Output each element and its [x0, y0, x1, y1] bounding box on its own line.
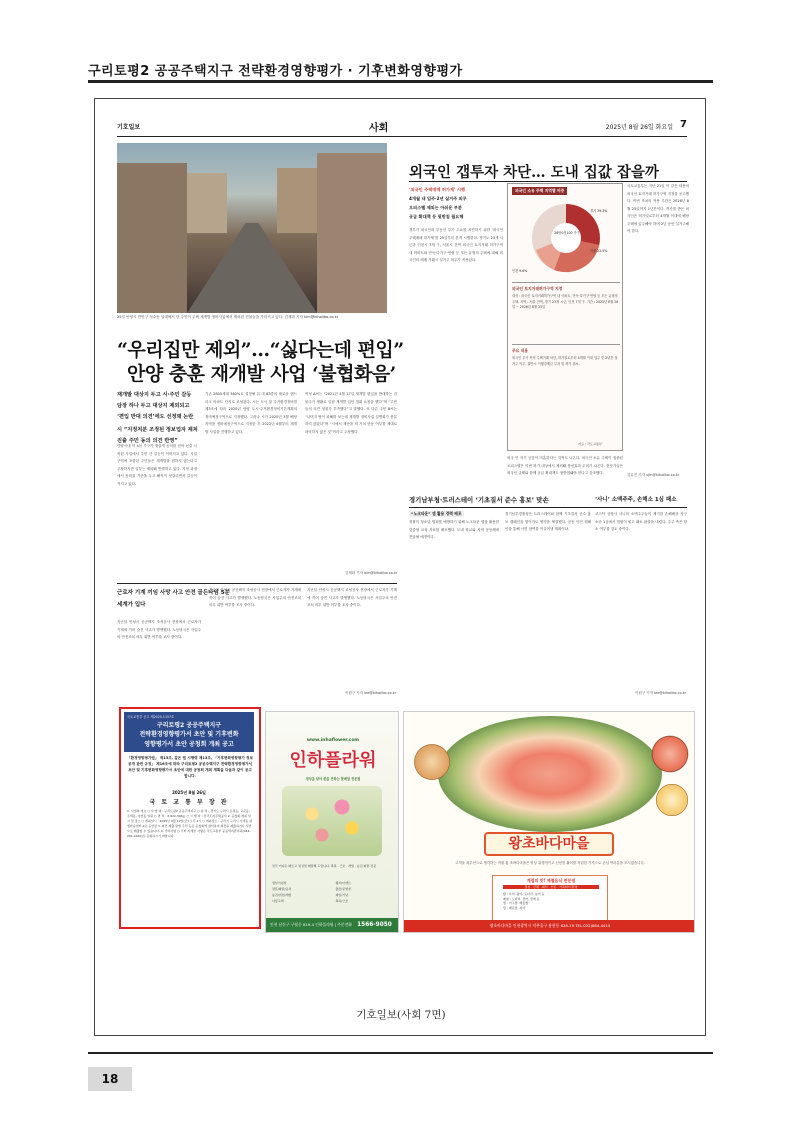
infobox-text-3: 외국인 투기 목적 주택거래 차단, 허가일로부터 4개월 이내 입주 및 2년간 실거주 의무. 위반시 이행강제금 부과 및 허가 취소. [512, 356, 618, 366]
flower-category: 승진/취임/개업 [272, 893, 292, 897]
flower-category: 축하/근조 [335, 899, 349, 903]
story2-subhead-line: 4개월 내 입주·2년 실거주 의무 [409, 196, 467, 201]
sashimi-platter-image [438, 716, 662, 832]
story-a-text-3: 지난달 안성시 공공택지 조성공사 현장에서 근로자가 기계에 끼어 숨진 사고가 발생했다. 노동당국은 사업주의 안전조치 의무 위반 여부를 조사 중이다. [307, 588, 397, 607]
story2-column-1: 경부가 외국인의 부동산 투기 수요를 차단하기 위한 ‘외국인 주택매매 허가제’를 25일부터 본격 시행한다. 경기도 23개 시군과 인천시 7개 구, 서울시 전역 외국인 토지거래 허가구역 내 아파트와 단독·다가구·연립 등 모든 유형의 주택에 대해 외국인의 매매 거래시 실거주 의무가 적용된다. [409, 228, 503, 262]
story2-subhead-line: 오피스텔 제외는 아쉬운 부분 [409, 205, 462, 210]
flower-category: 생일기념일 [272, 881, 287, 885]
story1-subhead-line: ‘편입 반대 의견’에도 선정돼 논란 [117, 414, 194, 420]
notice-header [124, 712, 254, 752]
story2-subhead [409, 185, 505, 221]
report-title-rule [88, 80, 713, 83]
newspaper-name: 기호일보 [117, 124, 141, 131]
story2-column-3: 외국 인 자기 공감이 미흡하다는 지적도 나온다. 외국인 소유 주택이 집중된 오피스텔은 이번 허가 대상에서 제외돼 풍선효과 우려가 나온다. 전문가들은 외국인 규제와 함께 공급 확대책도 뒷받침돼야 한다고 강조했다. [507, 456, 623, 475]
pie-label-seoul: 서울 22.5% [590, 249, 608, 253]
notice-body: 1. 사업의 개요 ○ 사 업 명 : 구리토평2 공공주택지구 ○ 위 치 : 경기도 구리시 토평동, 교문동, 수택동, 아천동 일원 ○ 면 적 : 2,922,394㎡ ○ 시 행 자 : 한국토지주택공사 2. 공청회 개최 일시 및 장소 ○ 개최일시 : 2025년 9월 12일(금) 오후 2시 ○ 개최장소 : 구리시 구리시 수택동 평생학습센터 1층 공연장 3. 의견 제출 방법 주민 등은 공청회에 참석하여 의견을 제출하거나 서면으로 제출할 수 있습니다. 4. 기타사항 ○ 기타 자세한 사항은 국토교통부 공공택지관리과(044-201-4040)로 문의하시기 바랍니다. [127, 809, 253, 838]
story-photo [117, 143, 387, 313]
flower-ad-description: 전국 어디든 빠르고 정성껏 배달해 드립니다. 축하 · 근조 · 개업 · 승진 화환 전문 [272, 864, 377, 868]
story1-column-2: 기존 2805세대 360%로 설정될 뒤 대 63층의 새로운 랜드마크 아파트 단지로 조성된다. 시는 도시 및 주거환경정비법 제3조에 따라 2020년 안양 도시·주거환경정비기본계획의 정비예정구역으로 지정했다. 그러나 시가 2020년 3월 해당 지역을 정비예정구역으로 지정한 후 2022년 6월부터 재개발 사업을 진행하고 있다. [205, 392, 297, 434]
seafood-menu-item: 제철 : 도다리, 전어, 꽃게 등 [503, 896, 540, 901]
story-a-text-2: 지난달 안성시 공공택지 조성공사 현장에서 근로자가 기계에 끼어 숨진 사고가 발생했다. 노동당국은 사업주의 안전조치 의무 위반 여부를 조사 중이다. [209, 588, 301, 607]
story-a-byline: 이원구 기자 lee@kihoilbo.co.kr [345, 691, 397, 695]
infobox-divider [512, 344, 620, 345]
flower-category: 결혼/화환/동서 [272, 887, 292, 891]
photo-caption: 25일 안양시 만안구 석수동 일대에서 한 주민이 주택 재개발 정비사업에서 제외된 건물들을 가리키고 있다. 김재화 기자 kim@kihoilbo.co.kr [117, 315, 339, 319]
story2-subhead-line: 공급 확대책 등 뒷받침 필요해 [409, 214, 464, 219]
seafood-ad-tagline: 고객을 최우선으로 생각하는 직원 횡 조바다마을은 항상 위생적이고 신선한 활어를 저렴한 가격으로 손님 여러분을 모시겠습니다. [455, 861, 645, 865]
notice-date: 2025년 8월 26일 [172, 790, 206, 795]
notice-tag: 국토교통부 공고 제2025-1157호 [127, 715, 175, 719]
flower-ad-slogan: 정성을 담아 꽃을 전하는 꽃배달 전문점 [305, 777, 361, 781]
story2-column-2: 국토교통부는 지난 21일 이 같은 내용의 외국인 토지거래 허가구역 지정을 공고했다. 이번 조치의 적용 기간은 2026년 8월 25일까지 1년간이다. 허가를 받은 외국인은 허가일로부터 4개월 이내에 해당 주택에 입주해야 하며 2년 동안 실거주해야 한다. [627, 184, 689, 233]
report-title: 구리토평2 공공주택지구 전략환경영향평가 · 기후변화영향평가 [88, 64, 463, 79]
notice-title-line1: 구리토평2 공공주택지구 [156, 722, 222, 729]
infobox-source: 자료 : 국토교통부 [578, 442, 602, 446]
side-dish-image [648, 732, 692, 776]
newspaper-page [94, 98, 706, 1036]
story2-byline: 김유진 기자 ujin@kihoilbo.co.kr [627, 473, 680, 477]
flower-ad-phone: 1566-9050 [357, 922, 392, 928]
seafood-menu-item: 찜 : 아구찜, 해물찜 [503, 901, 529, 906]
infobox-divider [512, 282, 620, 283]
story1-column-1: 안양시내 약 4천 가구가 재출개 동의를 얻어 신출 시작된 사업에서 주민 간 갈등이 이어지고 있다. 사업 구역에 포함된 주민들은 재개발을 원하지 않는다고 주장하지만 일부는 제외돼 반발하고 있다. 지정 과정에서 동의율 기준을 두고 해석이 엇갈리면서 갈등이 커지고 있다. [117, 444, 197, 486]
public-notice-box [119, 707, 261, 929]
footer-rule [88, 1052, 713, 1054]
flower-category: 제일/기념 [335, 893, 349, 897]
seafood-menu-item: 탕 : 매운탕, 지리 [503, 905, 526, 910]
story1-subhead [117, 390, 199, 447]
notice-intro: 「환경영향평가법」 제13조, 같은 법 시행령 제13조, 「기후변화영향평가 정보 공개 관련 규정」 제16조에 따라 구리토평2 공공주택지구 전략환경영향평가서 초안 및 기후변화영향평가서 초안에 대한 공청회 개최 계획을 다음과 같이 공고합니다. [127, 756, 254, 778]
pie-hole [551, 223, 581, 253]
infobox-heading-3: 주요 내용 [512, 348, 528, 353]
story-b-text: 경찰이 청소년 범죄를 예방하기 위해 노크타운 앱을 활용한 맞춤형 교육 자료를 배포했다. 도내 학교와 지역 공동체에 전달될 예정이다. [409, 520, 499, 539]
seafood-menu-title: 계절의 맛! 제철음식 전문점 [526, 878, 576, 883]
seafood-ad-logo: 왕초바다마을 [484, 832, 614, 856]
flower-category: 행사/이벤트 [335, 881, 352, 885]
story1-byline: 김재화 기자 kim@kihoilbo.co.kr [345, 571, 398, 575]
story-a-text: 지난달 안성시 공공택지 조성공사 현장에서 근로자가 기계에 끼어 숨진 사고가 발생했다. 노동당국은 사업주의 안전조치 의무 위반 여부를 조사 중이다. [117, 620, 201, 639]
pie-center-label: 26만0천100 가구 [554, 231, 580, 235]
story-a-headline: 근로자 기계 끼임 사망 사고 안전 골든타임 5분 세계가 입다 [117, 590, 230, 608]
story-c-rule [409, 507, 687, 508]
infobox-heading-2: 외국인 토지거래허가구역 지정 [512, 286, 563, 291]
flower-category: 사랑고백 [272, 899, 284, 903]
flower-advertisement [265, 711, 399, 933]
newspaper-caption: 기호일보(사회 7면) [356, 1009, 446, 1021]
page-number: 18 [88, 1067, 132, 1091]
story-b-headline: “노크타운” 앱 활용 경력 배포 [411, 511, 462, 516]
seafood-menu-item: 활 : 우럭, 광어, 도다리, 농어 등 [503, 892, 545, 896]
story-d-headline: ‘사니’ 소액주주, 손해소 1심 패소 [595, 497, 677, 503]
seafood-ad-footer: 왕초바다마을 인천광역시 미추홀구 용현동 628-19 TEL.032)884-4415 [404, 920, 695, 932]
story1-subhead-line: 담장 하나 두고 대상지 제외되고 [117, 403, 190, 409]
flower-bouquet-image [282, 786, 382, 856]
info-graphic [507, 183, 623, 451]
side-dish-image [654, 782, 690, 818]
pie-label-incheon: 인천 9.6% [512, 269, 528, 273]
story-d-byline: 이원구 기자 lee@kihoilbo.co.kr [635, 691, 687, 695]
notice-title-line2: 전략환경영향평가서 초안 및 기후변화 [139, 731, 239, 738]
story-d-text: 코스닥 상장사 사니의 소액주주들이 제기한 손해배상 청구 소송 1심에서 법원이 원고 패소 판결을 내렸다. 주주 측은 항소 여부를 검토 중이다. [595, 512, 687, 531]
seafood-advertisement [403, 711, 695, 933]
infobox-title: 외국인 소유 주택 지역별 비중 [512, 187, 567, 195]
seafood-menu-list [503, 892, 599, 910]
seafood-menu-subtitle: 점심 · 단체 · 회식 · 모임 · 가족외식 환영 [503, 885, 599, 889]
story2-headline-rule [409, 181, 687, 182]
flower-ad-url: www.inhaflower.com [306, 738, 360, 743]
story1-subhead-line: 시 “지정처분 조정된 정보업자 제처 진출 주민 동의 의견 반영” [117, 427, 198, 444]
infobox-text-2: 대상 : 외국인 토지거래허가구역 내 아파트, 단독·다가구·연립 등 모든 유형의 주택. 지역 : 서울 전역, 경기 23개 시군, 인천 7개 구. 기간 : 2025년 8월 26일 ~ 2026년 8월 25일 [512, 294, 619, 309]
side-dish-image [412, 742, 452, 782]
story2-headline: 외국인 갭투자 차단… 도내 집값 잡을까 [409, 164, 659, 181]
seafood-menu-box [492, 875, 608, 921]
masthead [117, 119, 687, 137]
story2-subhead-red: ‘외국인 주택매매 허가제’ 시행 [409, 187, 466, 192]
pie-label-gyeonggi: 경기 39.3% [590, 209, 608, 213]
section-name: 사회 [369, 123, 389, 134]
story1-column-3: 여성 A씨는 “2021년 4월 17일 재개발 편입을 반대하는 건물주가 생활로 일원 재개발 입안 철회 요청을 했다”며 “주민들의 의견 청취가 부족했다”고 말했다. 또 다른 주민 B씨는 “나머지 땅이 피해를 보는데 재개발 정비사업 설명회가 충분하지 않았다”며 “시에서 재산을 의 가치 변동 여부를 제대로 파악하지 않은 것”이라고 주장했다. [305, 392, 397, 434]
flower-ad-categories [272, 880, 396, 904]
story1-subhead-line: 재개발 대상지 두고 시·주민 갈등 [117, 392, 192, 398]
newspaper-page-number: 7 [680, 119, 687, 130]
story1-headline-line1: “우리집만 제외”…“싫다는데 편입” [117, 339, 404, 361]
flower-category: 출산/문병선 [335, 887, 352, 891]
flower-ad-address: 인천 남동구 구월동 819-4 인하플라워 | 주문전화 [270, 922, 352, 927]
notice-title-line3: 영향평가서 초안 공청회 개최 공고 [144, 741, 234, 748]
issue-date: 2025년 8월 26일 화요일 [605, 124, 673, 131]
story-c-text: 경기남부경찰청은 트러스테이와 함께 기초질서 준수 홍보 캠페인을 벌이기로 협약을 체결했다. 공동 안전 캠페인을 통해 시민 참여를 이끌어낼 계획이다. [505, 512, 591, 531]
lower-rule-left [117, 583, 397, 584]
story-c-headline: 경기남부청·트러스테이 ‘기초질서 준수 홍보’ 맞손 [409, 496, 549, 504]
notice-issuer: 국 토 교 통 부 장 관 [149, 799, 229, 806]
flower-ad-footer [266, 918, 399, 932]
story1-headline-line2: 안양 충훈 재개발 사업 ‘불협화음’ [127, 363, 396, 385]
flower-ad-logo: 인하플라워 [289, 750, 377, 771]
